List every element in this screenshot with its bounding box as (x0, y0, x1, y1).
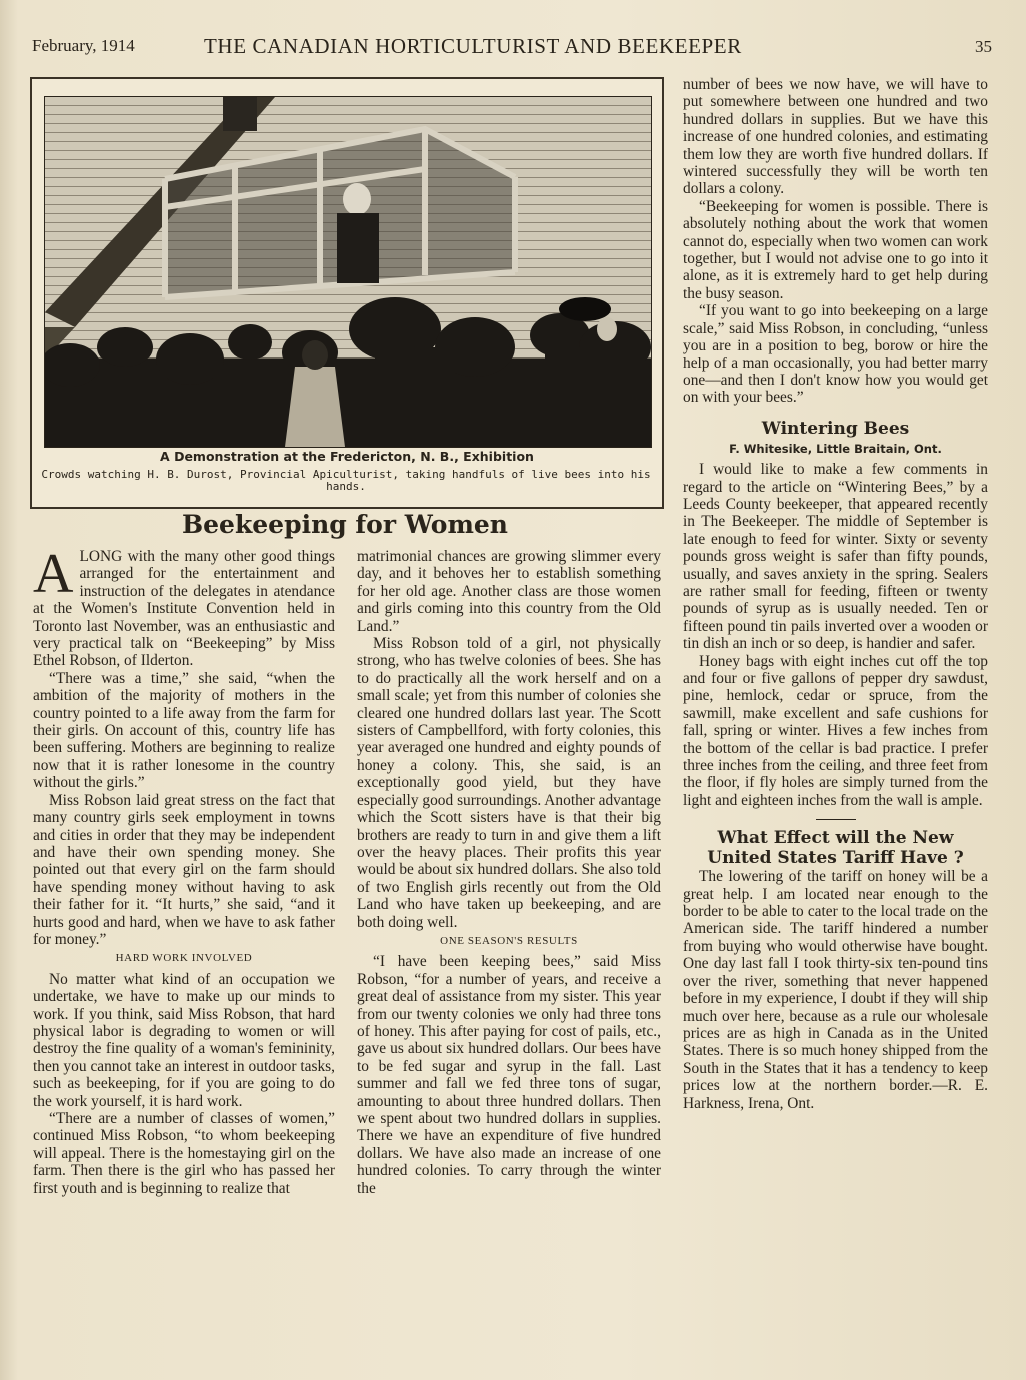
exhibition-photo (44, 96, 652, 448)
paragraph: Miss Robson laid great stress on the fact that many country girls seek employment in towns and cities in order that they may be independent and have their own spending money. She pointed out that every girl on the farm should have spending money without having to ask their father for it. “It hurts,” she said, “and it hurts good and hard, when we have to ask father for money.” (33, 791, 335, 948)
photo-caption-text: Crowds watching H. B. Durost, Provincial Apiculturist, taking handfuls of live bees into his hands. (41, 468, 651, 493)
paragraph: The lowering of the tariff on honey will be a great help. I am located near enough to the border to be able to cater to the local trade on the American side. The tariff hindered a number from buying who would otherwise have bought. One day last fall I took thirty-six ten-pound tins over the river, something that never happened before in my experience, I doubt if they will ship much over here, because as a rule our wholesale prices are as high in Canada as in the United States. There is so much honey shipped from the South in the States that it has a tendency to keep prices low at the northern border.—R. E. Harkness, Irena, Ont. (683, 868, 988, 1112)
paragraph: Honey bags with eight inches cut off the top and four or five gallons of pepper dry sawdust, pine, hemlock, cedar or spruce, from the sawmill, make excellent and safe cushions for fall, spring or winter. Hives a few inches from the bottom of the cellar is bad practice. I prefer three inches from the ceiling, and three feet from the floor, if fly holes are simply turned from the light and eighteen inches from the wall is ample. (683, 652, 988, 809)
divider (816, 819, 856, 820)
article-column-2 (357, 548, 661, 1197)
drop-cap: A (33, 543, 74, 605)
article-column-3 (683, 76, 988, 1112)
opening-paragraph: ALONG with the many other good things arranged for the entertainment and instruction of the delegates in atendance at the Women's Institute Convention held in Toronto last November, was an enthusiastic and very practical talk on “Beekeeping” by Miss Ethel Robson, of Ilderton. (33, 543, 335, 670)
running-header (32, 34, 992, 60)
article3-title-line2: United States Tariff Have ? (707, 848, 964, 869)
paragraph: “I have been keeping bees,” said Miss Robson, “for a number of years, and receive a great deal of assistance from my sister. This year from our twenty colonies we only had three tons of honey. This after paying for cost of pails, etc., gave us about six hundred dollars. Our bees have to be fed sugar and syrup in the fall. Last summer and fall we fed three tons of sugar, amounting to about three hundred dollars. Then we spent about two hundred dollars in supplies. There we have an expenditure of five hundred dollars. We have also made an increase of one hundred colonies. To carry through the winter the (357, 953, 661, 1197)
paragraph: “There are a number of classes of women,” continued Miss Robson, “to whom beekeeping will appeal. There is the homestaying girl on the farm. Then there is the girl who has passed her first youth and is beginning to realize that (33, 1110, 335, 1197)
paragraph: number of bees we now have, we will have to put somewhere between one hundred and two hundred dollars in supplies. But we have this increase of one hundred colonies, and estimating them low they are worth five hundred dollars. If wintered successfully they will be worth ten dollars a colony. (683, 76, 988, 198)
photo-figure (30, 77, 664, 509)
subheading: HARD WORK INVOLVED (115, 952, 253, 965)
photo-caption-title: A Demonstration at the Fredericton, N. B., Exhibition (160, 449, 534, 464)
article2-title: Wintering Bees (761, 418, 910, 439)
article3-title-line1: What Effect will the New (717, 828, 954, 849)
subheading: ONE SEASON'S RESULTS (440, 934, 578, 947)
page-number: 35 (975, 37, 992, 56)
article2-byline: F. Whitesike, Little Braitain, Ont. (729, 441, 942, 456)
paragraph: “If you want to go into beekeeping on a large scale,” said Miss Robson, in concluding, “unless you are in a position to beg, borow or hire the help of a man occasionally, you had better marry one—and then I don't know how you would get on with your bees.” (683, 302, 988, 407)
paragraph: matrimonial chances are growing slimmer every day, and it behoves her to establish something for her old age. Another class are those women and girls coming into this country from the Old Land.” (357, 548, 661, 635)
paragraph: “Beekeeping for women is possible. There is absolutely nothing about the work that women cannot do, especially when two women can work together, but I would not advise one to go into it alone, as it is extremely hard to get help during the busy season. (683, 197, 988, 302)
magazine-title: THE CANADIAN HORTICULTURIST AND BEEKEEPER (204, 34, 742, 58)
article-title: Beekeeping for Women (182, 510, 508, 539)
paragraph: “There was a time,” she said, “when the ambition of the majority of mothers in the country pointed to a life away from the farm for their girls. On account of this, country life has been suffering. Mothers are beginning to realize now that it is rather lonesome in the country without the girls.” (33, 669, 335, 792)
article-column-1 (33, 543, 335, 1197)
paragraph: I would like to make a few comments in regard to the article on “Wintering Bees,” by a Leeds County beekeeper, that appeared recently in The Beekeeper. The middle of September is late enough to feed for winter. Sixty or seventy pounds gross weight is safer than fifty pounds, usually, and saves anxiety in the spring. Sealers are rather small for feeding, fifteen or twenty pounds of syrup as is usually needed. Ten or fifteen pound tin pails inverted over a wooden or tin dish an inch or so deep, is handier and safer. (683, 461, 988, 653)
issue-date: February, 1914 (32, 36, 135, 55)
paragraph: Miss Robson told of a girl, not physically strong, who has twelve colonies of bees. She has to do practically all the work herself and on a small scale; yet from this number of colonies she cleared one hundred dollars last year. The Scott sisters of Campbellford, with forty colonies, this year averaged one hundred and eighty pounds of honey a colony. This, she said, is an exceptionally good yield, but they have especially good surroundings. Another advantage which the Scott sisters have is that their big brothers are ready to turn in and give them a lift over the heavy places. Their profits this year would be about six hundred dollars. She also told of two English girls recently out from the Old Land who have taken up beekeeping, and are both doing well. (357, 635, 661, 931)
paragraph: No matter what kind of an occupation we undertake, we have to make up our minds to work. If you think, said Miss Robson, that hard physical labor is degrading to women or will destroy the fine quality of a woman's femininity, then you cannot take an interest in outdoor tasks, such as beekeeping, for if you are going to do the work yourself, it is hard work. (33, 970, 335, 1110)
photo-illustration (45, 97, 651, 447)
